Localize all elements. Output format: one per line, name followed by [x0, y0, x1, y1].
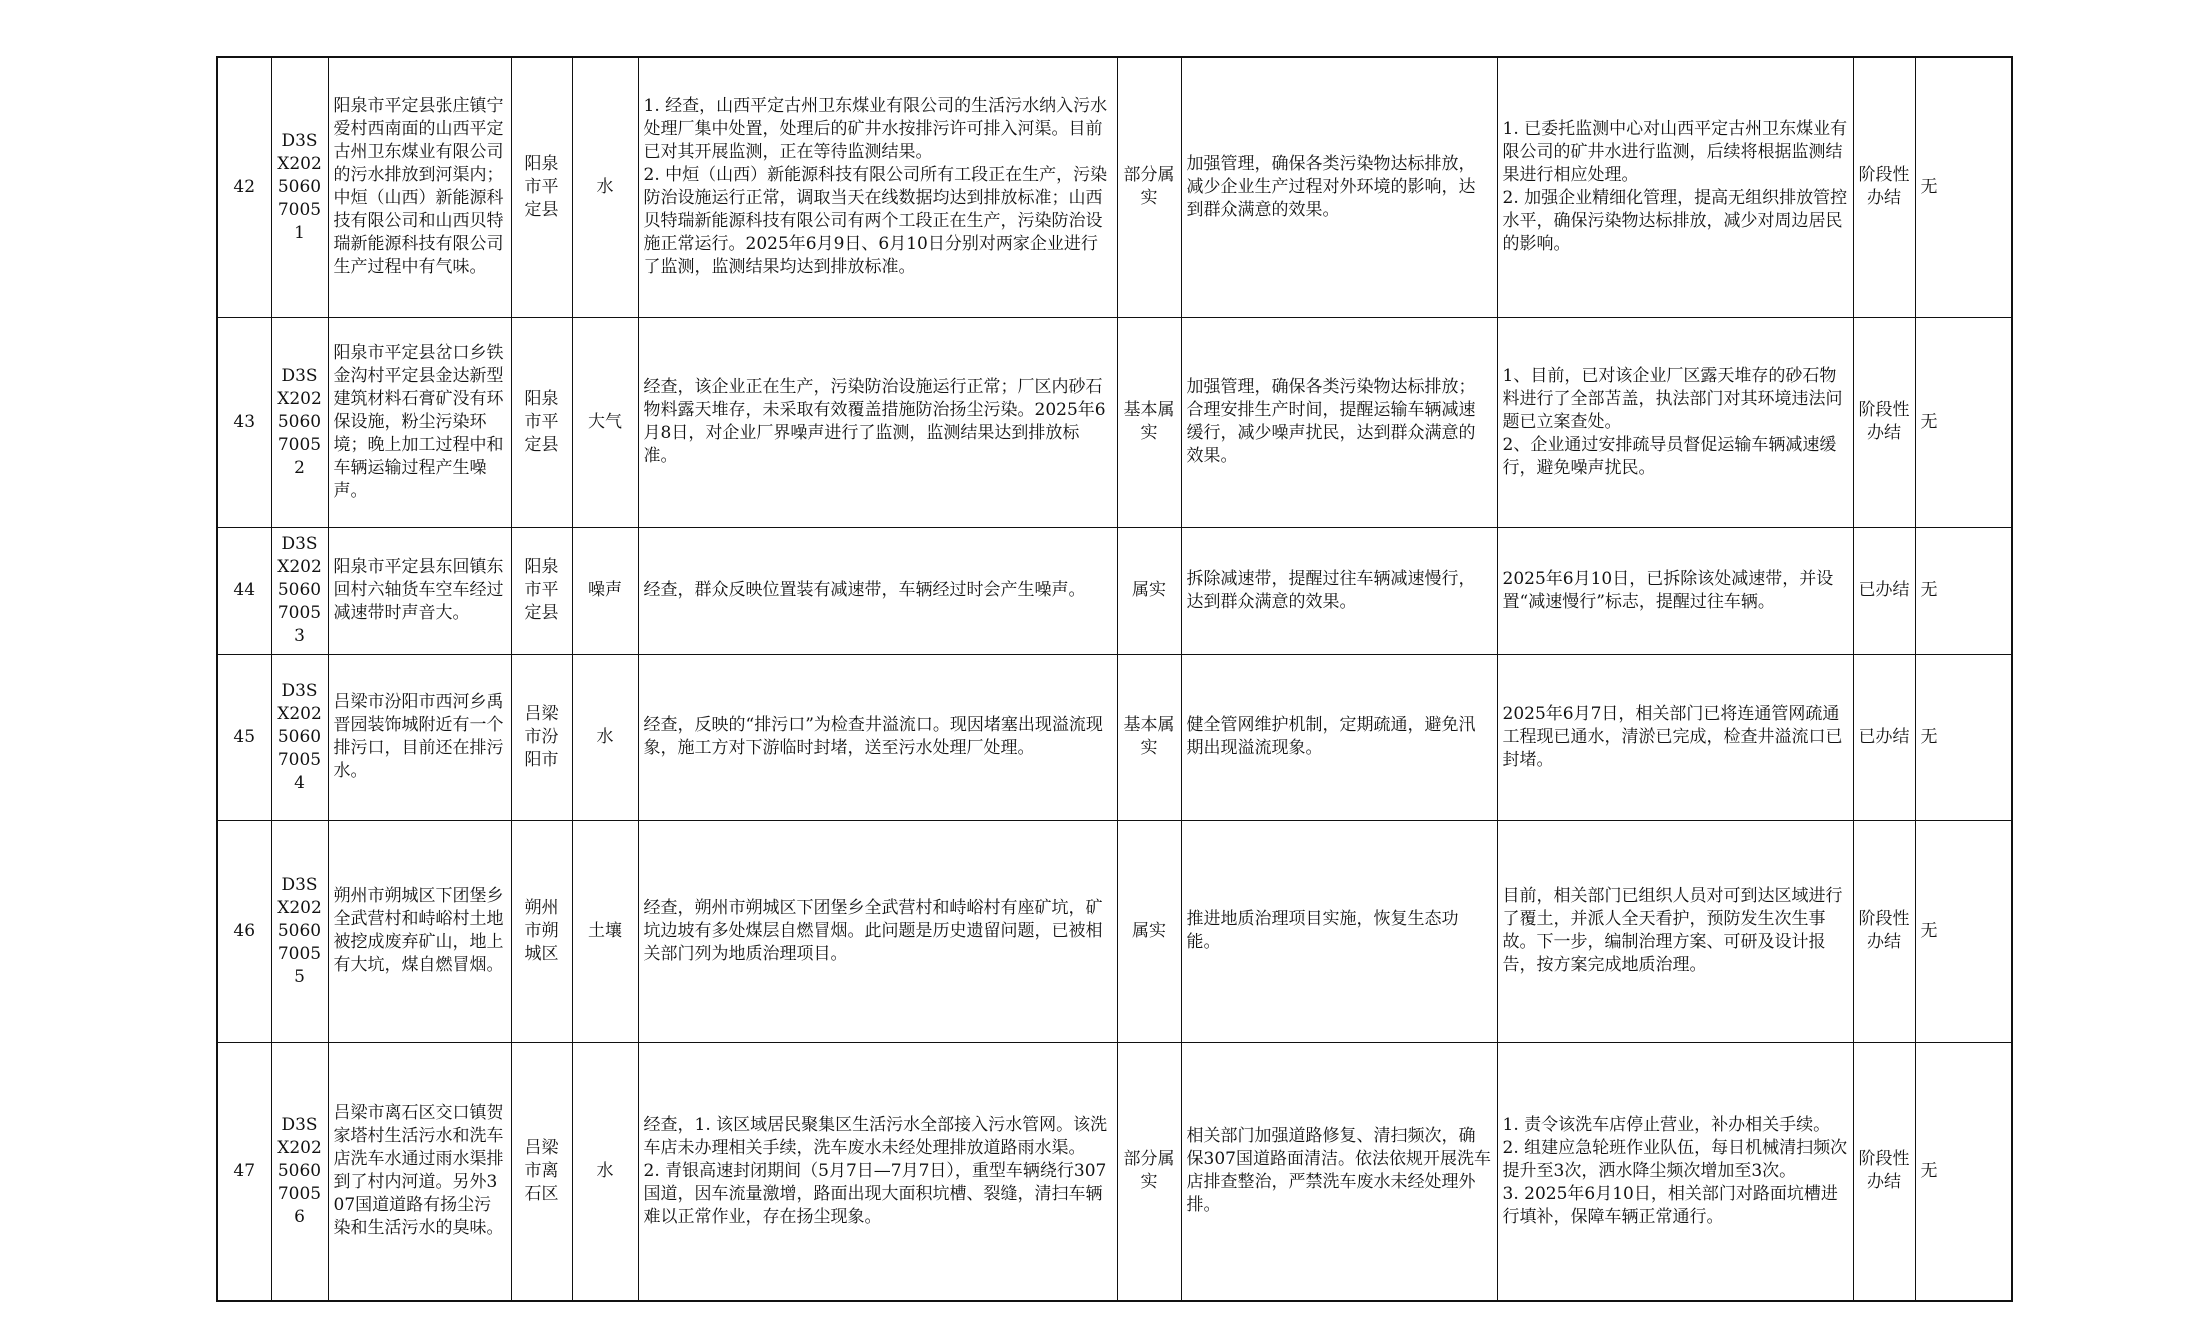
- handling-status: 阶段性办结: [1853, 317, 1915, 527]
- investigation-result: 经查，反映的“排污口”为检查井溢流口。现因堵塞出现溢流现象，施工方对下游临时封堵，送至污水处理厂处理。: [638, 654, 1117, 820]
- case-code: D3SX202506070052: [271, 317, 328, 527]
- table-row: [217, 527, 2012, 654]
- rectification-measures: 2025年6月7日，相关部门已将连通管网疏通工程现已通水，清淤已完成，检查井溢流口已封堵。: [1497, 654, 1853, 820]
- region: 朔州市朔城区: [511, 820, 572, 1042]
- region: 阳泉市平定县: [511, 527, 572, 654]
- region: 阳泉市平定县: [511, 57, 572, 317]
- verification-status: 基本属实: [1117, 654, 1181, 820]
- investigation-result: 经查，该企业正在生产，污染防治设施运行正常；厂区内砂石物料露天堆存，未采取有效覆盖措施防治扬尘污染。2025年6月8日，对企业厂界噪声进行了监测，监测结果达到排放标准。: [638, 317, 1117, 527]
- rectification-target: 推进地质治理项目实施，恢复生态功能。: [1181, 820, 1497, 1042]
- rectification-target: 加强管理，确保各类污染物达标排放；合理安排生产时间，提醒运输车辆减速缓行，减少噪声扰民，达到群众满意的效果。: [1181, 317, 1497, 527]
- complaint-content: 阳泉市平定县张庄镇宁爱村西南面的山西平定古州卫东煤业有限公司的污水排放到河渠内；中烜（山西）新能源科技有限公司和山西贝特瑞新能源科技有限公司生产过程中有气味。: [328, 57, 511, 317]
- rectification-target: 拆除减速带，提醒过往车辆减速慢行，达到群众满意的效果。: [1181, 527, 1497, 654]
- pollution-type: 水: [572, 654, 638, 820]
- handling-status: 阶段性办结: [1853, 1042, 1915, 1301]
- table-row: [217, 317, 2012, 527]
- pollution-type: 噪声: [572, 527, 638, 654]
- accountability: 无: [1915, 527, 2012, 654]
- rectification-target: 相关部门加强道路修复、清扫频次，确保307国道路面清洁。依法依规开展洗车店排查整治，严禁洗车废水未经处理外排。: [1181, 1042, 1497, 1301]
- case-code: D3SX202506070053: [271, 527, 328, 654]
- region: 吕梁市离石区: [511, 1042, 572, 1301]
- rectification-measures: 目前，相关部门已组织人员对可到达区域进行了覆土，并派人全天看护，预防发生次生事故。下一步，编制治理方案、可研及设计报告，按方案完成地质治理。: [1497, 820, 1853, 1042]
- row-number: 47: [217, 1042, 271, 1301]
- rectification-target: 健全管网维护机制，定期疏通，避免汛期出现溢流现象。: [1181, 654, 1497, 820]
- row-number: 42: [217, 57, 271, 317]
- investigation-result: 1. 经查，山西平定古州卫东煤业有限公司的生活污水纳入污水处理厂集中处置，处理后的矿井水按排污许可排入河渠。目前已对其开展监测，正在等待监测结果。 2. 中烜（山西）新能源科技有限公司所有工段正在生产，污染防治设施运行正常，调取当天在线数据均达到排放标准；山西贝特瑞新能源科技有限公司有两个工段正在生产，污染防治设施正常运行。2025年6月9日、6月10日分别对两家企业进行了监测，监测结果均达到排放标准。: [638, 57, 1117, 317]
- row-number: 44: [217, 527, 271, 654]
- handling-status: 已办结: [1853, 527, 1915, 654]
- table-row: [217, 57, 2012, 317]
- table-row: [217, 1042, 2012, 1301]
- case-code: D3SX202506070055: [271, 820, 328, 1042]
- verification-status: 属实: [1117, 820, 1181, 1042]
- accountability: 无: [1915, 57, 2012, 317]
- pollution-type: 大气: [572, 317, 638, 527]
- row-number: 46: [217, 820, 271, 1042]
- row-number: 45: [217, 654, 271, 820]
- table-row: [217, 820, 2012, 1042]
- region: 阳泉市平定县: [511, 317, 572, 527]
- complaint-content: 吕梁市离石区交口镇贺家塔村生活污水和洗车店洗车水通过雨水渠排到了村内河道。另外307国道道路有扬尘污染和生活污水的臭味。: [328, 1042, 511, 1301]
- complaint-content: 朔州市朔城区下团堡乡全武营村和峙峪村土地被挖成废弃矿山，地上有大坑，煤自燃冒烟。: [328, 820, 511, 1042]
- accountability: 无: [1915, 1042, 2012, 1301]
- accountability: 无: [1915, 820, 2012, 1042]
- accountability: 无: [1915, 654, 2012, 820]
- document-page: [216, 56, 2013, 1302]
- case-code: D3SX202506070056: [271, 1042, 328, 1301]
- verification-status: 基本属实: [1117, 317, 1181, 527]
- verification-status: 部分属实: [1117, 57, 1181, 317]
- investigation-result: 经查，1. 该区域居民聚集区生活污水全部接入污水管网。该洗车店未办理相关手续，洗车废水未经处理排放道路雨水渠。 2. 青银高速封闭期间（5月7日—7月7日），重型车辆绕行307国道，因车流量激增，路面出现大面积坑槽、裂缝，清扫车辆难以正常作业，存在扬尘现象。: [638, 1042, 1117, 1301]
- handling-status: 阶段性办结: [1853, 820, 1915, 1042]
- rectification-measures: 2025年6月10日，已拆除该处减速带，并设置“减速慢行”标志，提醒过往车辆。: [1497, 527, 1853, 654]
- rectification-measures: 1. 已委托监测中心对山西平定古州卫东煤业有限公司的矿井水进行监测，后续将根据监测结果进行相应处理。 2. 加强企业精细化管理，提高无组织排放管控水平，确保污染物达标排放，减少对周边居民的影响。: [1497, 57, 1853, 317]
- investigation-result: 经查，朔州市朔城区下团堡乡全武营村和峙峪村有座矿坑，矿坑边坡有多处煤层自燃冒烟。此问题是历史遗留问题，已被相关部门列为地质治理项目。: [638, 820, 1117, 1042]
- table-row: [217, 654, 2012, 820]
- verification-status: 部分属实: [1117, 1042, 1181, 1301]
- complaint-content: 阳泉市平定县岔口乡铁金沟村平定县金达新型建筑材料石膏矿没有环保设施，粉尘污染环境；晚上加工过程中和车辆运输过程产生噪声。: [328, 317, 511, 527]
- region: 吕梁市汾阳市: [511, 654, 572, 820]
- case-code: D3SX202506070051: [271, 57, 328, 317]
- verification-status: 属实: [1117, 527, 1181, 654]
- rectification-measures: 1、目前，已对该企业厂区露天堆存的砂石物料进行了全部苫盖，执法部门对其环境违法问题已立案查处。 2、企业通过安排疏导员督促运输车辆减速缓行，避免噪声扰民。: [1497, 317, 1853, 527]
- pollution-type: 水: [572, 1042, 638, 1301]
- case-code: D3SX202506070054: [271, 654, 328, 820]
- handling-status: 阶段性办结: [1853, 57, 1915, 317]
- investigation-result: 经查，群众反映位置装有减速带，车辆经过时会产生噪声。: [638, 527, 1117, 654]
- pollution-type: 水: [572, 57, 638, 317]
- pollution-type: 土壤: [572, 820, 638, 1042]
- rectification-measures: 1. 责令该洗车店停止营业，补办相关手续。 2. 组建应急轮班作业队伍，每日机械清扫频次提升至3次，洒水降尘频次增加至3次。 3. 2025年6月10日，相关部门对路面坑槽进行填补，保障车辆正常通行。: [1497, 1042, 1853, 1301]
- complaint-table: [216, 56, 2013, 1302]
- handling-status: 已办结: [1853, 654, 1915, 820]
- complaint-content: 阳泉市平定县东回镇东回村六轴货车空车经过减速带时声音大。: [328, 527, 511, 654]
- row-number: 43: [217, 317, 271, 527]
- rectification-target: 加强管理，确保各类污染物达标排放，减少企业生产过程对外环境的影响，达到群众满意的效果。: [1181, 57, 1497, 317]
- accountability: 无: [1915, 317, 2012, 527]
- complaint-content: 吕梁市汾阳市西河乡禹晋园装饰城附近有一个排污口，目前还在排污水。: [328, 654, 511, 820]
